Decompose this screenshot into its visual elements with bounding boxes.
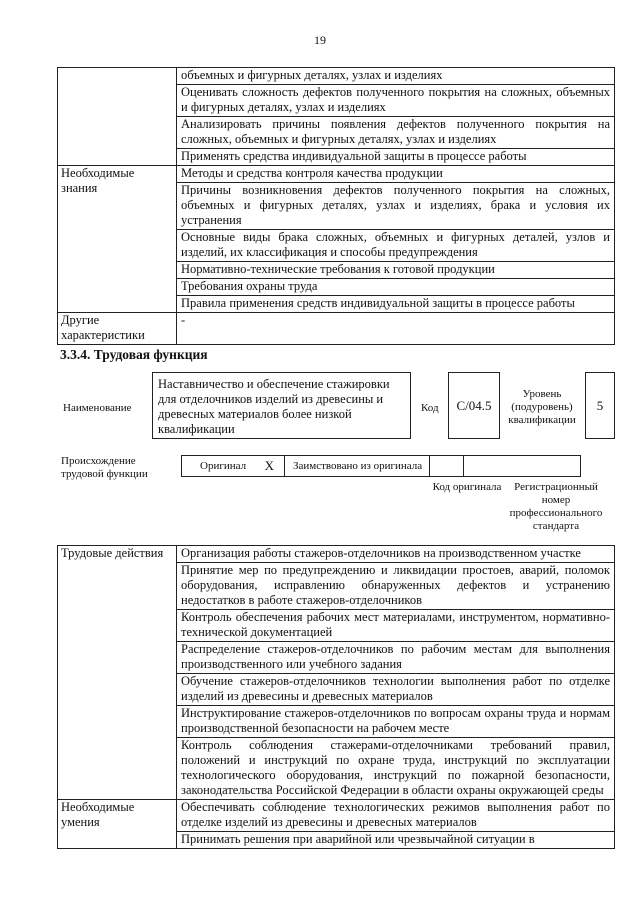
- name-label: Наименование: [63, 402, 132, 414]
- knowledge-item: Нормативно-технические требования к готовой продукции: [177, 262, 615, 279]
- labor-action-item: Контроль обеспечения рабочих мест материалами, инструментом, нормативно-технической документацией: [177, 610, 615, 642]
- page-number: 19: [314, 33, 326, 47]
- labor-action-item: Принятие мер по предупреждению и ликвидации простоев, аварий, поломок оборудования, исправлению обнаруженных дефектов и устранению недостатков в работе стажеров-отделочников: [177, 563, 615, 610]
- original-cell: [181, 455, 285, 477]
- code-original-cell: [429, 455, 464, 477]
- origin-row: [181, 455, 581, 477]
- knowledge-item: Требования охраны труда: [177, 279, 615, 296]
- skill-item: Оценивать сложность дефектов полученного покрытия на сложных, объемных и фигурных деталях, узлах и изделиях: [177, 85, 615, 117]
- other-characteristics-label: Другие характеристики: [58, 313, 177, 345]
- qualification-level-box: 5: [585, 372, 615, 439]
- knowledge-item: Основные виды брака сложных, объемных и фигурных деталей, узлов и изделий, их классификация и способы предупреждения: [177, 230, 615, 262]
- function-code-box: C/04.5: [448, 372, 500, 439]
- original-label: Оригинал: [200, 460, 247, 472]
- code-label: Код: [421, 402, 439, 414]
- required-skills-label: Необходимые умения: [58, 800, 177, 849]
- original-mark: X: [264, 458, 274, 473]
- required-skill-item: Принимать решения при аварийной или чрезвычайной ситуации в: [177, 832, 615, 849]
- table-row: [58, 546, 615, 563]
- labor-actions-label: Трудовые действия: [58, 546, 177, 800]
- table-row: [58, 800, 615, 832]
- labor-action-item: Инструктирование стажеров-отделочников по вопросам охраны труда и нормам производственной безопасности на рабочем месте: [177, 706, 615, 738]
- origin-label: Происхождение трудовой функции: [61, 455, 148, 480]
- reg-number-cell: [463, 455, 581, 477]
- skill-item: объемных и фигурных деталях, узлах и изделиях: [177, 68, 615, 85]
- table-row: [58, 68, 615, 85]
- knowledge-item: Методы и средства контроля качества продукции: [177, 166, 615, 183]
- knowledge-item: Правила применения средств индивидуальной защиты в процессе работы: [177, 296, 615, 313]
- labor-action-item: Контроль соблюдения стажерами-отделочниками требований правил, положений и инструкций по охране труда, инструкций по эксплуатации технологического оборудования, инструкций по пожарной безопасности, законодательства Российской Федерации в области охраны окружающей среды: [177, 738, 615, 800]
- code-original-label: Код оригинала: [432, 481, 502, 493]
- required-skill-item: Обеспечивать соблюдение технологических режимов выполнения работ по отделке изделий из древесины и древесных материалов: [177, 800, 615, 832]
- skills-label-cell: [58, 68, 177, 166]
- other-characteristics-value: -: [177, 313, 615, 345]
- labor-action-item: Обучение стажеров-отделочников технологии выполнения работ по отделке изделий из древесины и древесных материалов: [177, 674, 615, 706]
- knowledge-item: Причины возникновения дефектов полученного покрытия на сложных, объемных и фигурных деталях, узлах и изделиях, брака и условия их устранения: [177, 183, 615, 230]
- labor-action-item: Организация работы стажеров-отделочников на производственном участке: [177, 546, 615, 563]
- skills-knowledge-table: [57, 67, 615, 345]
- table-row: [58, 166, 615, 183]
- section-title: 3.3.4. Трудовая функция: [60, 347, 208, 362]
- qualification-level-label: Уровень (подуровень) квалификации: [508, 388, 576, 426]
- skill-item: Применять средства индивидуальной защиты в процессе работы: [177, 149, 615, 166]
- labor-actions-table: [57, 545, 615, 849]
- knowledge-label: Необходимые знания: [58, 166, 177, 313]
- table-row: [58, 313, 615, 345]
- borrowed-cell: Заимствовано из оригинала: [284, 455, 430, 477]
- labor-action-item: Распределение стажеров-отделочников по рабочим местам для выполнения производственного или учебного задания: [177, 642, 615, 674]
- skill-item: Анализировать причины появления дефектов полученного покрытия на сложных, объемных и фигурных деталях, узлах и изделиях: [177, 117, 615, 149]
- reg-number-label: Регистрационный номер профессионального стандарта: [509, 481, 603, 532]
- function-name-box: Наставничество и обеспечение стажировки для отделочников изделий из древесины и древесных материалов более низкой квалификации: [152, 372, 411, 439]
